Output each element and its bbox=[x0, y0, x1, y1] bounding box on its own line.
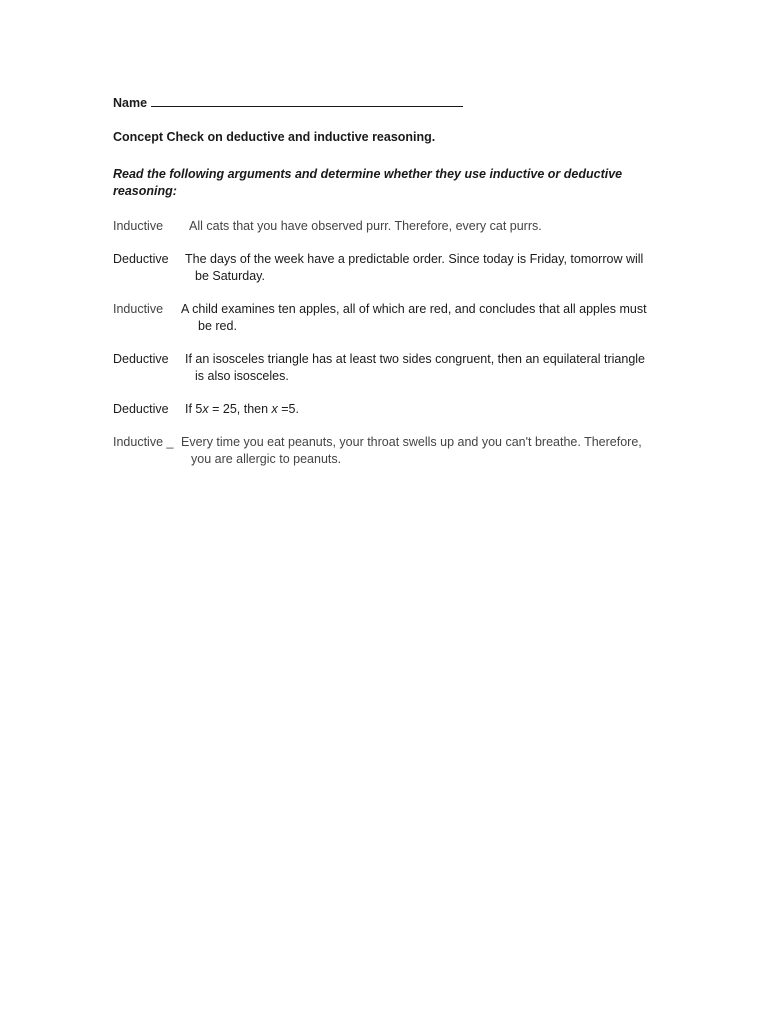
argument-text bbox=[189, 218, 669, 235]
answer-label: Deductive bbox=[113, 352, 169, 366]
name-label: Name bbox=[113, 96, 148, 110]
page-title: Concept Check on deductive and inductive reasoning. bbox=[113, 130, 436, 144]
equation-part: =5. bbox=[277, 402, 299, 416]
argument-line-2: is also isosceles. bbox=[195, 369, 289, 383]
argument-text bbox=[185, 351, 665, 385]
argument-line-1: A child examines ten apples, all of which are red, and concludes that all apples must bbox=[181, 302, 647, 316]
argument-text bbox=[181, 434, 661, 468]
answer-label: Deductive bbox=[113, 252, 169, 266]
answer-label: Inductive bbox=[113, 302, 164, 316]
argument-text bbox=[181, 301, 661, 335]
equation-part: If 5 bbox=[185, 402, 203, 416]
answer-label: Inductive bbox=[113, 219, 164, 233]
equation-variable: x bbox=[202, 402, 209, 416]
argument-line-1: The days of the week have a predictable order. Since today is Friday, tomorrow will bbox=[185, 252, 644, 266]
equation-variable: x bbox=[271, 402, 278, 416]
argument-line-1: All cats that you have observed purr. Therefore, every cat purrs. bbox=[189, 219, 542, 233]
answer-label: Deductive bbox=[113, 402, 169, 416]
argument-line-2: be red. bbox=[198, 319, 237, 333]
argument-line-2: be Saturday. bbox=[195, 269, 265, 283]
name-field-row bbox=[113, 94, 463, 112]
answer-label: Inductive _ bbox=[113, 435, 174, 449]
equation-part: = 25, then bbox=[208, 402, 272, 416]
argument-line-1: Every time you eat peanuts, your throat swells up and you can't breathe. Therefore, bbox=[181, 435, 642, 449]
argument-line-1: If an isosceles triangle has at least two sides congruent, then an equilateral triangle bbox=[185, 352, 645, 366]
argument-text bbox=[185, 251, 665, 285]
argument-equation bbox=[185, 401, 665, 418]
argument-line-2: you are allergic to peanuts. bbox=[191, 452, 342, 466]
instructions: Read the following arguments and determine whether they use inductive or deductive reasoning: bbox=[113, 167, 623, 198]
name-blank-line[interactable] bbox=[151, 94, 463, 107]
